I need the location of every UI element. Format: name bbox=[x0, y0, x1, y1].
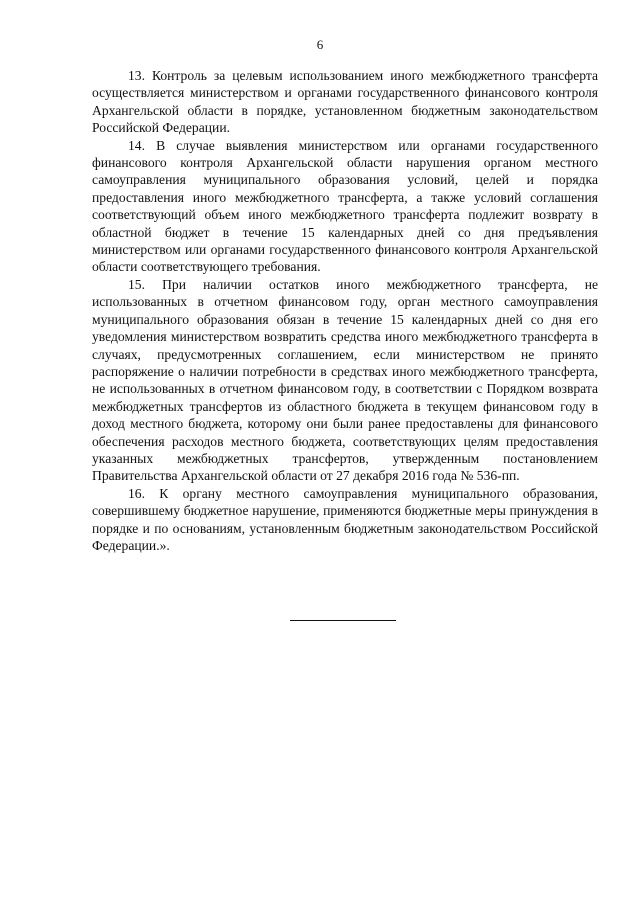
end-of-text-divider bbox=[290, 620, 396, 621]
paragraph-16: 16. К органу местного самоуправления муниципального образования, совершившему бюджетное нарушение, применяются бюджетные меры принуждения в порядке и по основаниям, установленным бюджетным законодательством Российской Федерации.». bbox=[92, 485, 598, 553]
paragraph-14: 14. В случае выявления министерством или органами государственного финансового контроля Архангельской области нарушения органом местного самоуправления муниципального образования условий, целей и порядка предоставления иного межбюджетного трансферта, а также условий соглашения соответствующий объем иного межбюджетного трансферта подлежит возврату в областной бюджет в течение 15 календарных дней со дня предъявления министерством или органами государственного финансового контроля Архангельской области соответствующего требования. bbox=[92, 137, 598, 275]
paragraph-15: 15. При наличии остатков иного межбюджетного трансферта, не использованных в отчетном финансовом году, орган местного самоуправления муниципального образования обязан в течение 15 календарных дней со дня его уведомления министерством возвратить средства иного межбюджетного трансферта в случаях, предусмотренных соглашением, если министерством не принято распоряжение о наличии потребности в средствах иного межбюджетного трансферта, не использованных в отчетном финансовом году, в соответствии с Порядком возврата межбюджетных трансфертов из областного бюджета в текущем финансовом году в доход местного бюджета, которому они были ранее предоставлены для финансового обеспечения расходов местного бюджета, соответствующих целям предоставления указанных межбюджетных трансфертов, утвержденным постановлением Правительства Архангельской области от 27 декабря 2016 года № 536-пп. bbox=[92, 276, 598, 484]
page-number: 6 bbox=[316, 37, 324, 52]
document-body bbox=[92, 67, 598, 554]
paragraph-13: 13. Контроль за целевым использованием иного межбюджетного трансферта осуществляется министерством и органами государственного финансового контроля Архангельской области в порядке, установленном бюджетным законодательством Российской Федерации. bbox=[92, 68, 598, 136]
